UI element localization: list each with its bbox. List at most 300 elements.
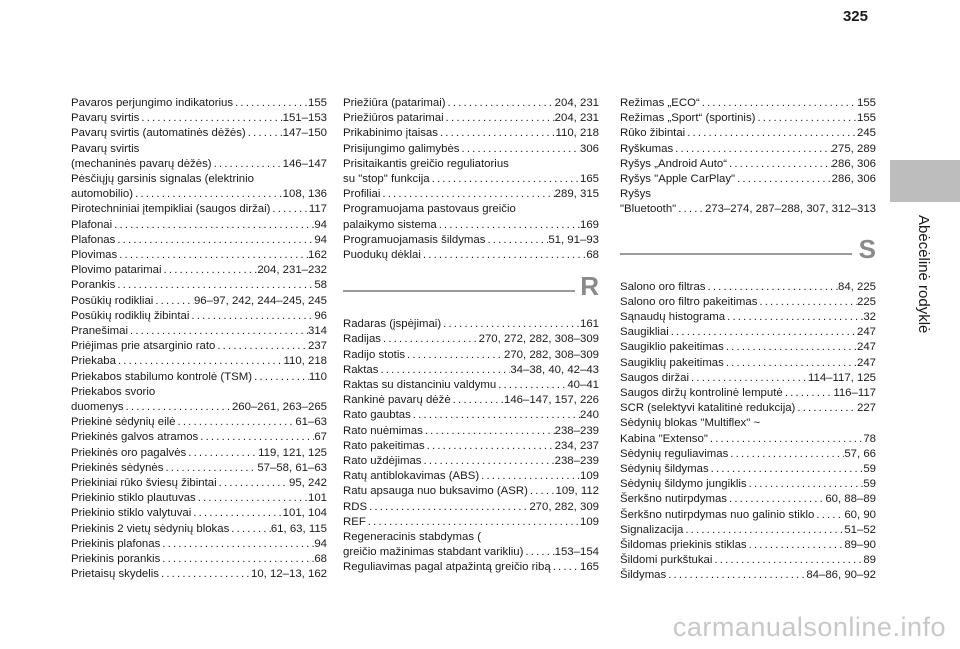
entry-pages: 119, 121, 125: [258, 446, 327, 459]
entry-pages: 146–147, 157, 226: [503, 394, 599, 407]
entry-pages: 286, 306: [831, 173, 876, 186]
index-entry-text: Programuojama pastovaus greičio: [343, 203, 516, 216]
entry-term: Priekinės galvos atramos: [71, 431, 199, 444]
dot-leader: [747, 477, 864, 492]
dot-leader: [708, 432, 863, 447]
dot-leader: [198, 430, 314, 445]
entry-pages: 109: [579, 515, 599, 528]
entry-pages: 240: [579, 409, 599, 422]
index-entry: [71, 294, 327, 309]
index-entry: [343, 142, 599, 157]
entry-pages: 108, 136: [282, 188, 327, 201]
entry-term: Šildomas priekinis stiklas: [620, 539, 747, 552]
dot-leader: [366, 515, 580, 530]
entry-pages: 68: [586, 249, 599, 262]
dot-leader: [438, 126, 556, 141]
entry-term: Radaras (įspėjimai): [343, 318, 442, 331]
entry-pages: 67: [314, 431, 327, 444]
entry-pages: 96: [314, 309, 327, 322]
dot-leader: [755, 111, 857, 126]
dot-leader: [709, 462, 864, 477]
entry-pages: 273–274, 287–288, 307, 312–313: [704, 203, 876, 216]
entry-term: Šildomi purkštukai: [620, 554, 713, 567]
index-entry: [343, 363, 599, 378]
dot-leader: [676, 202, 705, 217]
index-entry: [343, 408, 599, 423]
index-entry: [71, 506, 327, 521]
dot-leader: [666, 568, 806, 583]
entry-term: Priekinis plafonas: [71, 537, 161, 550]
entry-pages: 94: [314, 233, 327, 246]
entry-pages: 155: [856, 112, 876, 125]
section-title: Abėcėlinė rodyklė: [915, 215, 932, 334]
entry-term: Rato gaubtas: [343, 409, 411, 422]
entry-term: Priekinės sėdynės: [71, 461, 164, 474]
entry-term: Rato nuėmimas: [343, 424, 423, 437]
entry-pages: 101, 104: [282, 507, 327, 520]
dot-leader: [425, 439, 555, 454]
entry-pages: 58: [314, 279, 327, 292]
entry-pages: 270, 272, 282, 308–309: [478, 333, 599, 346]
entry-term: Plafonai: [71, 218, 113, 231]
dot-leader: [378, 363, 510, 378]
dot-leader: [252, 370, 309, 385]
dot-leader: [175, 415, 295, 430]
entry-pages: 153–154: [554, 546, 599, 559]
index-entry-text: Sėdynių blokas "Multiflex" ~: [620, 417, 761, 430]
index-entry: [71, 522, 327, 537]
entry-pages: 161: [579, 318, 599, 331]
index-entry: [620, 371, 876, 386]
dot-leader: [783, 386, 834, 401]
entry-term: Prisijungimo galimybės: [343, 142, 460, 155]
entry-term: REF: [343, 515, 366, 528]
entry-pages: 204, 231–232: [257, 264, 327, 277]
entry-pages: 247: [856, 341, 876, 354]
entry-term: Profiliai: [343, 188, 381, 201]
entry-term: Saugos diržai: [620, 371, 690, 384]
index-entry: [620, 477, 876, 492]
dot-leader: [444, 111, 555, 126]
index-entry: [620, 462, 876, 477]
index-entry: [71, 339, 327, 354]
entry-pages: 225: [856, 295, 876, 308]
dot-leader: [116, 354, 284, 369]
entry-term: Pranešimai: [71, 325, 128, 338]
dot-leader: [712, 553, 863, 568]
entry-term: Priekiniai rūko šviesų žibintai: [71, 477, 217, 490]
dot-leader: [133, 187, 283, 202]
index-entry: [71, 248, 327, 263]
dot-leader: [196, 491, 308, 506]
entry-term: Priekabos stabilumo kontrolė (TSM): [71, 370, 253, 383]
entry-term: Režimas „ECO“: [620, 97, 700, 109]
index-entry: [343, 378, 599, 393]
index-entry: [620, 142, 876, 157]
entry-pages: 169: [579, 218, 599, 231]
entry-pages: 117: [308, 203, 327, 216]
dot-leader: [405, 348, 504, 363]
dot-leader: [757, 295, 857, 310]
index-entry: [620, 295, 876, 310]
index-entry: [620, 157, 876, 172]
entry-pages: 68: [314, 553, 327, 566]
entry-term: Kabina "Extenso": [620, 432, 708, 445]
entry-pages: 89: [863, 554, 876, 567]
entry-term: Saugos diržų kontrolinė lemputė: [620, 387, 783, 400]
index-entry: [620, 447, 876, 462]
entry-pages: 84, 225: [837, 280, 876, 293]
index-entry: [620, 202, 876, 217]
index-entry: [620, 325, 876, 340]
entry-pages: 78: [863, 432, 876, 445]
index-entry-text: Prisitaikantis greičio reguliatorius: [343, 157, 509, 170]
dot-leader: [437, 218, 580, 233]
entry-term: palaikymo sistema: [343, 218, 437, 231]
dot-leader: [724, 340, 857, 355]
letter-divider: [620, 253, 852, 255]
dot-leader: [551, 560, 580, 575]
index-entry: [343, 332, 599, 347]
dot-leader: [422, 454, 555, 469]
entry-term: Plovimo patarimai: [71, 264, 162, 277]
dot-leader: [430, 172, 580, 187]
entry-pages: 237: [307, 340, 327, 353]
index-entry: [620, 356, 876, 371]
index-entry: [71, 415, 327, 430]
dot-leader: [381, 332, 479, 347]
dot-leader: [705, 280, 838, 295]
index-entry-text: Pavarų svirtis: [71, 142, 140, 155]
entry-pages: 204, 231: [554, 112, 599, 125]
entry-term: Saugiklių pakeitimas: [620, 356, 724, 369]
entry-pages: 275, 289: [831, 142, 876, 155]
entry-term: "Bluetooth": [620, 203, 677, 216]
entry-pages: 40–41: [567, 379, 599, 392]
entry-pages: 57, 66: [844, 447, 876, 460]
entry-pages: 32: [863, 311, 876, 324]
dot-leader: [159, 567, 251, 582]
dot-leader: [212, 157, 283, 172]
dot-leader: [246, 126, 283, 141]
entry-pages: 227: [856, 402, 876, 415]
index-entry: [620, 111, 876, 126]
entry-term: Prikabinimo įtaisas: [343, 127, 438, 140]
index-entry: [343, 248, 599, 263]
entry-term: Radijo stotis: [343, 348, 406, 361]
index-entry: [343, 317, 599, 332]
entry-pages: 234, 237: [554, 439, 599, 452]
entry-term: Pavarų svirtis (automatinės dėžės): [71, 127, 246, 140]
index-entry: [620, 386, 876, 401]
entry-term: Priekinio stiklo valytuvai: [71, 507, 192, 520]
entry-pages: 95, 242: [288, 477, 327, 490]
dot-leader: [128, 324, 308, 339]
index-entry: [620, 280, 876, 295]
index-entry: [71, 537, 327, 552]
dot-leader: [814, 508, 844, 523]
dot-leader: [689, 371, 808, 386]
entry-pages: 155: [307, 97, 327, 109]
index-entry: [71, 552, 327, 567]
entry-term: Rato pakeitimas: [343, 439, 425, 452]
dot-leader: [528, 484, 556, 499]
entry-pages: 61–63: [295, 416, 327, 429]
index-entry: [343, 172, 599, 187]
index-entry: [71, 476, 327, 491]
entry-term: Porankis: [71, 279, 116, 292]
index-entry-text: Pėsčiųjų garsinis signalas (elektrinio: [71, 173, 254, 186]
entry-term: Sąnaudų histograma: [620, 311, 726, 324]
entry-pages: 270, 282, 308–309: [503, 348, 599, 361]
entry-term: Priekaba: [71, 355, 116, 368]
index-entry: [343, 218, 599, 233]
index-entry: [343, 545, 599, 560]
dot-leader: [217, 476, 289, 491]
index-entry: [620, 538, 876, 553]
entry-term: Ryšys "Apple CarPlay": [620, 173, 736, 186]
index-entry: [71, 157, 327, 172]
entry-pages: 110, 218: [283, 355, 327, 368]
index-entry: [71, 96, 327, 111]
dot-leader: [725, 310, 863, 325]
entry-pages: 101: [307, 492, 327, 505]
entry-term: Priežiūros patarimai: [343, 112, 444, 125]
entry-term: Ratų antiblokavimas (ABS): [343, 470, 480, 483]
entry-pages: 247: [856, 356, 876, 369]
dot-leader: [215, 339, 308, 354]
entry-pages: 110, 218: [555, 127, 599, 140]
entry-term: Priekinės oro pagalvės: [71, 446, 187, 459]
dot-leader: [124, 400, 232, 415]
entry-term: Puodukų dėklai: [343, 249, 421, 262]
dot-leader: [186, 446, 258, 461]
entry-term: Pavaros perjungimo indikatorius: [71, 97, 234, 109]
index-entry: [343, 560, 599, 575]
entry-term: Prietaisų skydelis: [71, 568, 159, 581]
entry-term: Posūkių rodikliai: [71, 294, 154, 307]
dot-leader: [367, 500, 529, 515]
index-entry: [343, 454, 599, 469]
entry-pages: 162: [307, 249, 327, 262]
dot-leader: [683, 523, 844, 538]
dot-leader: [673, 142, 831, 157]
entry-pages: 94: [314, 537, 327, 550]
entry-pages: 60, 90: [844, 508, 876, 521]
entry-term: Pirotechniniai įtempikliai (saugos diržai): [71, 203, 271, 216]
dot-leader: [160, 552, 314, 567]
index-entry: [71, 430, 327, 445]
entry-term: Salono oro filtro pakeitimas: [620, 295, 758, 308]
entry-term: Priekinė sėdynių eilė: [71, 416, 176, 429]
index-entry: [71, 491, 327, 506]
index-entry: [343, 424, 599, 439]
entry-term: su "stop" funkcija: [343, 173, 430, 186]
index-entry: [343, 469, 599, 484]
index-entry: [343, 500, 599, 515]
index-entry: [620, 568, 876, 583]
dot-leader: [485, 233, 548, 248]
entry-pages: 314: [307, 325, 327, 338]
index-entry: [620, 401, 876, 416]
dot-leader: [229, 522, 271, 537]
entry-term: Posūkių rodiklių žibintai: [71, 309, 190, 322]
dot-leader: [139, 111, 282, 126]
letter-heading-r: [343, 269, 599, 311]
entry-pages: 51, 91–93: [548, 233, 599, 246]
index-entry: [71, 461, 327, 476]
index-entry-text: Priekabos svorio: [71, 385, 156, 398]
entry-pages: 110: [308, 370, 327, 383]
dot-leader: [685, 126, 857, 141]
entry-pages: 51–52: [844, 523, 876, 536]
index-entry: [71, 567, 327, 582]
entry-pages: 147–150: [282, 127, 327, 140]
entry-pages: 306: [579, 142, 599, 155]
entry-pages: 286, 306: [831, 157, 876, 170]
entry-term: Plafonas: [71, 233, 116, 246]
entry-term: Priekinis porankis: [71, 553, 161, 566]
letter-divider: [343, 290, 575, 292]
dot-leader: [191, 506, 282, 521]
entry-term: Rato uždėjimas: [343, 455, 422, 468]
entry-pages: 245: [856, 127, 876, 140]
index-entry: [71, 126, 327, 141]
dot-leader: [451, 393, 504, 408]
entry-pages: 114–117, 125: [808, 371, 876, 384]
entry-pages: 116–117: [833, 387, 876, 400]
entry-term: Saugikliai: [620, 326, 669, 339]
dot-leader: [728, 447, 844, 462]
entry-pages: 247: [856, 326, 876, 339]
index-entry: [343, 233, 599, 248]
entry-term: Sėdynių šildymo jungiklis: [620, 478, 747, 491]
entry-pages: 155: [856, 97, 876, 109]
entry-term: Ryškumas: [620, 142, 674, 155]
dot-leader: [795, 401, 857, 416]
index-entry: [343, 126, 599, 141]
dot-leader: [727, 492, 825, 507]
entry-pages: 60, 88–89: [825, 493, 876, 506]
index-entry: [71, 309, 327, 324]
entry-term: (mechaninės pavarų dėžės): [71, 157, 212, 170]
entry-pages: 109, 112: [555, 485, 599, 498]
entry-term: Priežiūra (patarimai): [343, 97, 446, 109]
section-tab: [890, 160, 960, 202]
dot-leader: [160, 537, 314, 552]
entry-pages: 10, 12–13, 162: [250, 568, 327, 581]
page-number: 325: [842, 8, 868, 25]
entry-term: Reguliavimas pagal atpažintą greičio ribą: [343, 561, 551, 574]
entry-pages: 238–239: [554, 424, 599, 437]
entry-term: Signalizacija: [620, 523, 684, 536]
index-entry: [343, 515, 599, 530]
index-entry: [620, 432, 876, 447]
index-entry: [71, 278, 327, 293]
entry-pages: 289, 315: [554, 188, 599, 201]
entry-term: Programuojamasis šildymas: [343, 233, 486, 246]
entry-term: Rankinė pavarų dėžė: [343, 394, 451, 407]
index-entry: [620, 172, 876, 187]
entry-term: Radijas: [343, 333, 381, 346]
index-entry: [71, 218, 327, 233]
index-entry: [343, 187, 599, 202]
index-entry: [620, 96, 876, 111]
entry-pages: 61, 63, 115: [270, 522, 327, 535]
dot-leader: [189, 309, 314, 324]
entry-pages: 57–58, 61–63: [257, 461, 327, 474]
dot-leader: [441, 317, 580, 332]
entry-term: Šerkšno nutirpdymas: [620, 493, 727, 506]
index-entry: [343, 111, 599, 126]
index-entry: [71, 370, 327, 385]
index-entry: [343, 484, 599, 499]
dot-leader: [380, 187, 554, 202]
entry-term: Režimas „Sport“ (sportinis): [620, 112, 756, 125]
index-entry: [71, 233, 327, 248]
letter-label: R: [580, 271, 599, 302]
dot-leader: [523, 545, 554, 560]
entry-pages: 34–38, 40, 42–43: [510, 363, 599, 376]
index-entry: [620, 492, 876, 507]
dot-leader: [270, 202, 308, 217]
entry-term: greičio mažinimas stabdant varikliu): [343, 546, 524, 559]
entry-term: Priekinis 2 vietų sėdynių blokas: [71, 522, 230, 535]
entry-term: Priėjimas prie atsarginio rato: [71, 340, 216, 353]
entry-term: Priekinio stiklo plautuvas: [71, 492, 196, 505]
index-entry: [71, 324, 327, 339]
dot-leader: [117, 248, 308, 263]
dot-leader: [735, 172, 832, 187]
dot-leader: [496, 378, 567, 393]
dot-leader: [115, 278, 314, 293]
entry-term: Šildymas: [620, 569, 667, 582]
entry-pages: 165: [579, 173, 599, 186]
dot-leader: [162, 263, 258, 278]
entry-pages: 59: [863, 478, 876, 491]
entry-term: Plovimas: [71, 249, 118, 262]
entry-term: SCR (selektyvi katalitinė redukcija): [620, 402, 796, 415]
letter-label: S: [858, 233, 876, 264]
index-entry: [71, 263, 327, 278]
entry-pages: 270, 282, 309: [529, 500, 599, 513]
dot-leader: [423, 424, 555, 439]
index-entry: [620, 523, 876, 538]
entry-term: Raktas su distanciniu valdymu: [343, 379, 497, 392]
entry-pages: 165: [579, 561, 599, 574]
entry-pages: 84–86, 90–92: [806, 569, 876, 582]
index-entry: [71, 400, 327, 415]
entry-term: Saugiklio pakeitimas: [620, 341, 724, 354]
entry-pages: 151–153: [282, 112, 327, 125]
dot-leader: [479, 469, 580, 484]
dot-leader: [747, 538, 845, 553]
letter-heading-s: [620, 232, 876, 274]
entry-pages: 59: [863, 463, 876, 476]
entry-term: Sėdynių reguliavimas: [620, 447, 729, 460]
entry-pages: 238–239: [554, 455, 599, 468]
dot-leader: [153, 294, 194, 309]
index-entry: [71, 111, 327, 126]
entry-term: Ryšys „Android Auto“: [620, 157, 727, 170]
index-entry: [620, 310, 876, 325]
index-entry-text: Regeneracinis stabdymas (: [343, 531, 482, 544]
entry-term: Raktas: [343, 363, 379, 376]
index-entry: [620, 126, 876, 141]
index-entry: [620, 553, 876, 568]
index-column-1: [71, 96, 327, 583]
index-entry: [71, 354, 327, 369]
